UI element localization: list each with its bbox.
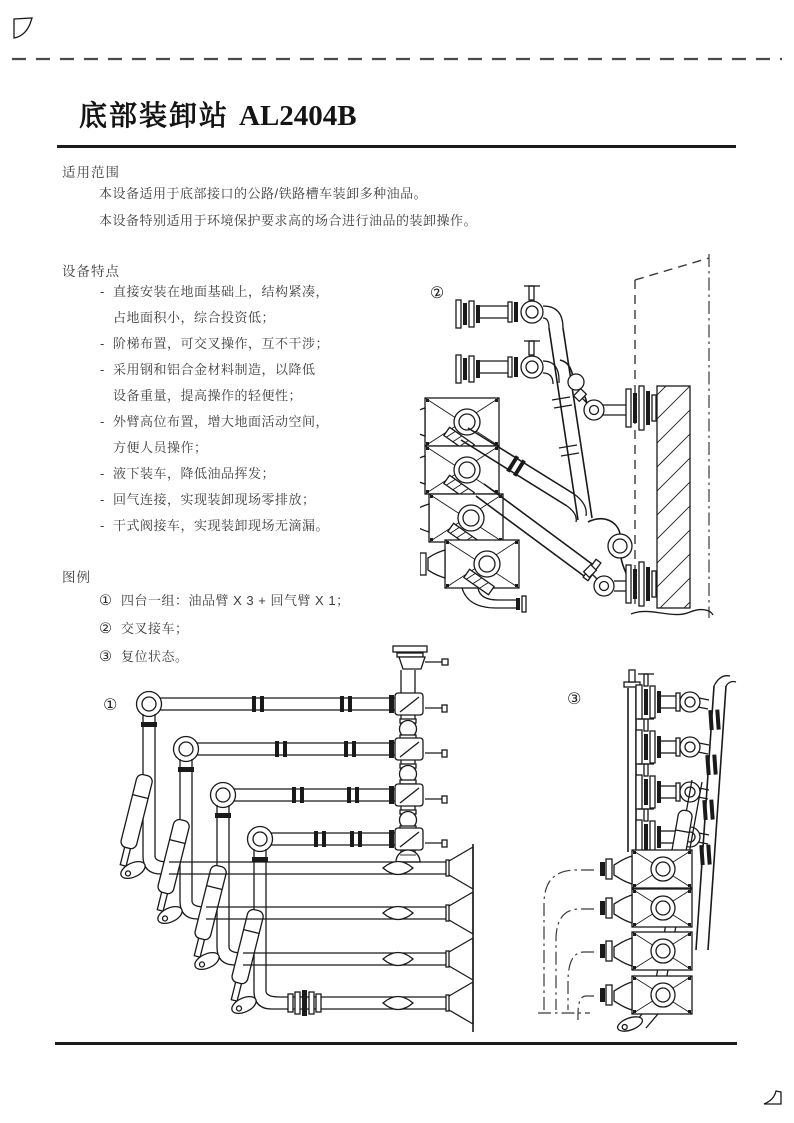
page-corner-mark-top-left	[11, 16, 35, 42]
feature-item-continuation	[100, 435, 329, 461]
base-hook	[616, 1014, 658, 1034]
bottom-rule	[55, 1042, 737, 1045]
feature-text: 回气连接，实现装卸现场零排放；	[113, 492, 316, 507]
feature-item	[100, 279, 329, 305]
figure-stowed-state-drawing	[530, 660, 794, 1035]
legend-text: 复位状态。	[121, 649, 189, 664]
feature-text: 阶梯布置，可交叉操作，互不干涉；	[113, 336, 330, 351]
figure-label-stowed: ③	[567, 691, 582, 708]
section-heading-features: 设备特点	[62, 264, 120, 279]
stowed-arm-assemblies	[456, 286, 563, 384]
feature-text: 方便人员操作；	[113, 440, 208, 455]
feature-item	[100, 409, 329, 435]
figure-label-cross-connection: ②	[428, 283, 447, 304]
circled-number-2: ②	[99, 621, 113, 637]
legend-text: 交叉接车；	[121, 621, 189, 636]
legend-item	[99, 615, 350, 643]
section-heading-legend: 图例	[62, 570, 91, 585]
feature-item	[100, 461, 329, 487]
figure-group-of-four-drawing	[92, 640, 522, 1040]
feature-text: 占地面积小，综合投资低；	[113, 310, 276, 325]
upper-hose-coupler-unit	[560, 360, 656, 430]
arm-drop-units	[115, 692, 280, 1017]
feature-item	[100, 331, 329, 357]
figure-cross-connection-drawing	[420, 252, 794, 632]
circled-number-1: ①	[99, 593, 113, 609]
feature-text: 外臂高位布置，增大地面活动空间，	[113, 414, 330, 429]
riser-column-valve-stack	[389, 646, 448, 862]
legend-text: 四台一组：油品臂 X 3 + 回气臂 X 1；	[121, 593, 350, 608]
feature-item	[100, 513, 329, 539]
circled-number-3: ③	[99, 649, 113, 665]
bullet-dash: -	[100, 284, 105, 299]
feature-item-continuation	[100, 383, 329, 409]
features-list	[100, 279, 329, 539]
feature-text: 直接安装在地面基础上，结构紧凑，	[113, 284, 330, 299]
bullet-dash: -	[100, 414, 105, 429]
scope-paragraph: 本设备特别适用于环境保护要求高的场合进行油品的装卸操作。	[99, 213, 478, 228]
centerline-pipes	[538, 870, 594, 1020]
receiver-box-column	[420, 398, 519, 595]
bullet-dash: -	[100, 466, 105, 481]
page-corner-mark-bottom-right	[762, 1089, 784, 1106]
feature-item-continuation	[100, 305, 329, 331]
feature-item	[100, 487, 329, 513]
bellows-coupling	[288, 990, 321, 1016]
section-heading-scope: 适用范围	[62, 165, 120, 180]
bullet-dash: -	[100, 518, 105, 533]
bullet-dash: -	[100, 362, 105, 377]
page-title-model-code: AL2404B	[239, 100, 357, 132]
feature-text: 采用钢和铝合金材料制造，以降低	[113, 362, 316, 377]
feature-text: 干式阀接车，实现装卸现场无滴漏。	[113, 518, 330, 533]
scope-paragraphs	[99, 180, 477, 234]
feature-item	[100, 357, 329, 383]
bullet-dash: -	[100, 336, 105, 351]
title-underline	[57, 145, 736, 148]
legend-item	[99, 587, 350, 615]
figure-label-group-of-four: ①	[103, 697, 118, 714]
tank-shell-hatched-section	[640, 342, 710, 632]
page-title-cn: 底部装卸站	[79, 100, 230, 131]
scope-paragraph: 本设备适用于底部接口的公路/铁路槽车装卸多种油品。	[99, 186, 428, 201]
bullet-dash: -	[100, 492, 105, 507]
top-dashed-rule	[0, 52, 794, 66]
stowed-couplers	[636, 674, 709, 854]
under-box-elbow-pipe	[462, 588, 526, 612]
funnel-box-stack	[600, 850, 692, 1014]
feature-text: 液下装车，降低油品挥发；	[113, 466, 276, 481]
feature-text: 设备重量，提高操作的轻便性；	[113, 388, 303, 403]
page-title	[79, 94, 357, 134]
